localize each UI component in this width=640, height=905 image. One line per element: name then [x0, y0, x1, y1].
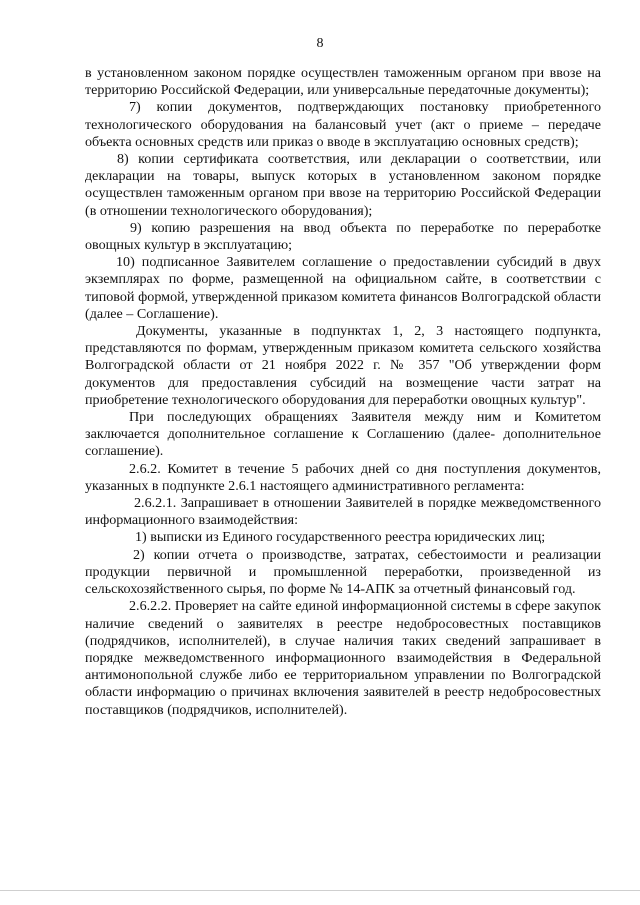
paragraph-item-9: 9) копию разрешения на ввод объекта по переработке по переработке овощных культур в эксплуатацию; — [85, 219, 601, 254]
page-number: 8 — [316, 36, 324, 51]
paragraph-documents-forms: Документы, указанные в подпунктах 1, 2, 3 настоящего подпункта, представляются по формам, утвержденным приказом комитета сельского хозяйства Волгоградской области от 21 ноября 2022 г. № 357 "Об утверждении форм документов для предоставления субсидий на возмещение части затрат на приобретение технологического оборудования для переработки овощных культур". — [85, 323, 601, 408]
paragraph-item-7: 7) копии документов, подтверждающих постановку приобретенного технологического оборудования на балансовый учет (акт о приеме – передаче объекта основных средств или приказ о вводе в эксплуатацию основных средств); — [85, 99, 601, 150]
paragraph-2-6-2: 2.6.2. Комитет в течение 5 рабочих дней со дня поступления документов, указанных в подпункте 2.6.1 настоящего административного регламента: — [85, 460, 601, 494]
paragraph-list-2: 2) копии отчета о производстве, затратах, себестоимости и реализации продукции первичной и промышленной переработки, произведенной из сельскохозяйственного сырья, по форме № 14-АПК за отчетный финансовый год. — [85, 546, 601, 598]
document-body — [85, 65, 601, 719]
paragraph-2-6-2-2: 2.6.2.2. Проверяет на сайте единой информационной системы в сфере закупок наличие сведений о заявителях в реестре недобросовестных поставщиков (подрядчиков, исполнителей), в случае наличия таких сведений запрашивает в порядке межведомственного информационного взаимодействия в Федеральной антимонопольной службе либо ее территориальном управлении по Волгоградской области информацию о причинах включения заявителей в реестр недобросовестных поставщиков (подрядчиков, исполнителей). — [85, 598, 601, 718]
paragraph-continuation: в установленном законом порядке осуществлен таможенным органом при ввозе на территорию Российской Федерации, или универсальные передаточные документы); — [85, 65, 601, 99]
paragraph-item-8: 8) копии сертификата соответствия, или декларации о соответствии, или декларации на товары, выпуск которых в установленном законом порядке осуществлен таможенным органом при ввозе на территорию Российской Федерации (в отношении технологического оборудования); — [85, 151, 601, 219]
paragraph-item-10: 10) подписанное Заявителем соглашение о предоставлении субсидий в двух экземплярах по форме, размещенной на официальном сайте, в соответствии с типовой формой, утвержденной приказом комитета финансов Волгоградской области (далее – Соглашение). — [85, 254, 601, 322]
page-bottom-edge — [0, 890, 640, 891]
paragraph-list-1: 1) выписки из Единого государственного реестра юридических лиц; — [135, 529, 546, 546]
paragraph-additional-agreement: При последующих обращениях Заявителя между ним и Комитетом заключается дополнительное соглашение к Соглашению (далее- дополнительное соглашение). — [85, 409, 601, 460]
paragraph-2-6-2-1: 2.6.2.1. Запрашивает в отношении Заявителей в порядке межведомственного информационного взаимодействия: — [85, 495, 601, 529]
